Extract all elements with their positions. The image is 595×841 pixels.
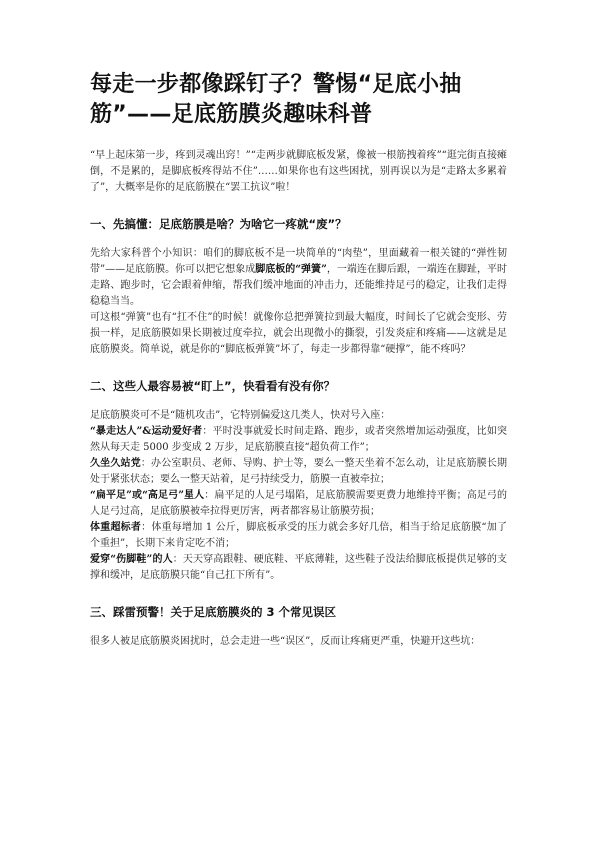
section-1-paragraph-2: 可这根“弹簧”也有“扛不住”的时候！就像你总把弹簧拉到最大幅度，时间长了它就会变形、劳损一样，足底筋膜如果长期被过度牵拉，就会出现微小的撕裂，引发炎症和疼痛——这就是足底筋膜炎。简单说，就是你的“脚底板弹簧”坏了，每走一步都得靠“硬撑”，能不疼吗？ [90,312,507,355]
risk-group-text: ：办公室职员、老师、导购、护士等，要么一整天坐着不怎么动，让足底筋膜长期处于紧张状态；要么一整天站着，足弓持续受力，筋膜一直被牵拉； [90,458,507,485]
section-1-paragraph-1-text-a: 先给大家科普个小知识：咱们的脚底板不是一块简单的“肉垫”，里面藏着一根关键的“弹性韧带”——足底筋膜。你可以把它想象成 [90,248,507,275]
section-2 [90,378,507,584]
section-3-heading: 三、踩雷预警！关于足底筋膜炎的 3 个常见误区 [90,605,337,619]
section-3-lead: 很多人被足底筋膜炎困扰时，总会走进一些“误区”，反而让疼痛更严重，快避开这些坑： [90,636,481,647]
risk-group-text: ：平时没事就爱长时间走路、跑步，或者突然增加运动强度，比如突然从每天走 5000 步变成 2 万步，足底筋膜直接“超负荷工作”； [90,426,507,453]
risk-group-item [90,488,507,520]
risk-group-item [90,520,507,552]
risk-group-text: ：体重每增加 1 公斤，脚底板承受的压力就会多好几倍，相当于给足底筋膜“加了个重担”，长期下来肯定吃不消； [90,522,507,549]
section-3 [90,604,507,650]
risk-group-label: “暴走达人”&运动爱好者 [90,426,203,437]
section-2-lead: 足底筋膜炎可不是“随机攻击”，它特别偏爱这几类人，快对号入座： [90,410,391,421]
section-2-heading: 二、这些人最容易被“盯上”，快看看有没有你？ [90,379,336,393]
section-1-highlight: 脚底板的“弹簧” [255,264,327,275]
risk-group-label: 久坐久站党 [90,458,141,469]
document-page [90,70,507,670]
risk-group-item [90,456,507,488]
section-1-paragraph-1 [90,246,507,310]
section-1 [90,216,507,358]
intro-paragraph: “早上起床第一步，疼到灵魂出窍！”“走两步就脚底板发紧，像被一根筋拽着疼”“逛完街直接瘫倒，不是累的，是脚底板疼得站不住”……如果你也有这些困扰，别再误以为是“走路太多累着了”，大概率是你的足底筋膜在“罢工抗议”啦！ [90,150,507,193]
article-title: 每走一步都像踩钉子？警惕“足底小抽筋”——足底筋膜炎趣味科普 [90,72,462,127]
section-1-paragraph-1-text-c: ，一端连在脚后跟，一端连在脚趾，平时走路、跑步时，它会跟着伸缩，帮我们缓冲地面的冲击力，还能维持足弓的稳定，让我们走得稳稳当当。 [90,264,507,307]
risk-group-item [90,424,507,456]
section-1-heading: 一、先搞懂：足底筋膜是啥？为啥它一疼就“废”？ [90,217,347,231]
risk-group-text: ：天天穿高跟鞋、硬底鞋、平底薄鞋，这些鞋子没法给脚底板提供足够的支撑和缓冲，足底筋膜只能“自己扛下所有”。 [90,554,507,581]
risk-group-label: 爱穿“伤脚鞋”的人 [90,554,173,565]
risk-group-label: 体重超标者 [90,522,142,533]
risk-group-item [90,552,507,584]
risk-group-label: “扁平足”或“高足弓”星人 [90,490,205,501]
risk-group-text: ：扁平足的人足弓塌陷，足底筋膜需要更费力地维持平衡；高足弓的人足弓过高，足底筋膜被牵拉得更厉害，两者都容易让筋膜劳损； [90,490,508,517]
